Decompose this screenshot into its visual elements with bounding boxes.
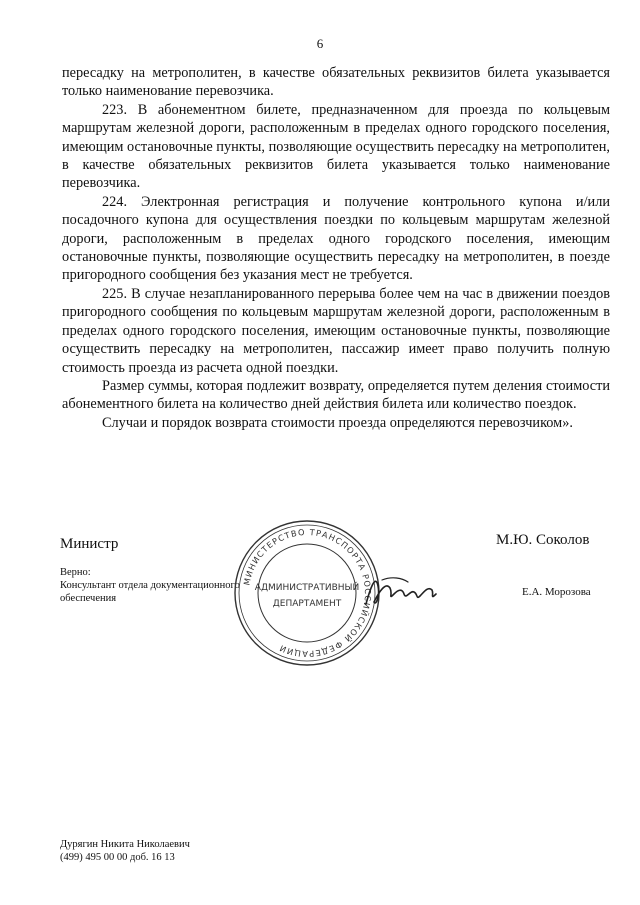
official-seal-stamp (232, 518, 382, 668)
paragraph-225: 225. В случае незапланированного перерыва более чем на час в движении поездов пригородного сообщения по кольцевым маршрутам железной дороги, расположенным в пределах одного городского поселения, имеющим остановочные пункты, позволяющие осуществить пересадку на метрополитен, пассажир имеет право получить полную стоимость проезда из расчета одной поездки. (62, 285, 610, 376)
consultant-name: Е.А. Морозова (522, 586, 591, 598)
paragraph-224: 224. Электронная регистрация и получение контрольного купона и/или посадочного купона для осуществления поездки по кольцевым маршрутам железной дороги, расположенным в пределах одного городского поселения, имеющим остановочные пункты, позволяющие осуществить пересадку на метрополитен, в поезде пригородного сообщения без указания мест не требуется. (62, 193, 610, 284)
paragraph-223: 223. В абонементном билете, предназначенном для проезда по кольцевым маршрутам железной дороги, расположенным в пределах одного городского поселения, имеющим остановочные пункты, позволяющие осуществить пересадку на метрополитен, в качестве обязательных реквизитов билета указывается только наименование перевозчика. (62, 101, 610, 192)
verno-label: Верно: (60, 567, 91, 578)
paragraph-refund-amount: Размер суммы, которая подлежит возврату, определяется путем деления стоимости абонементного билета на количество дней действия билета или количество поездок. (62, 377, 610, 413)
handwritten-signature (362, 572, 442, 612)
executor-name: Дурягин Никита Николаевич (60, 839, 190, 850)
seal-line-2: ДЕПАРТАМЕНТ (272, 599, 342, 609)
consultant-title: Консультант отдела документационного обеспечения (60, 580, 240, 604)
document-body (62, 64, 610, 432)
minister-title: Министр (60, 536, 119, 552)
minister-name: М.Ю. Соколов (496, 532, 590, 548)
executor-phone: (499) 495 00 00 доб. 16 13 (60, 852, 175, 863)
page-number: 6 (316, 36, 324, 51)
seal-outer-text: МИНИСТЕРСТВО ТРАНСПОРТА РОССИЙСКОЙ ФЕДЕРАЦИИ (241, 526, 374, 660)
seal-line-1: АДМИНИСТРАТИВНЫЙ (254, 583, 360, 593)
certification-block (60, 566, 260, 605)
executor-footer (60, 838, 190, 864)
paragraph-continuation: пересадку на метрополитен, в качестве обязательных реквизитов билета указывается только наименование перевозчика. (62, 65, 610, 100)
paragraph-refund-procedure: Случаи и порядок возврата стоимости проезда определяются перевозчиком». (102, 414, 573, 431)
